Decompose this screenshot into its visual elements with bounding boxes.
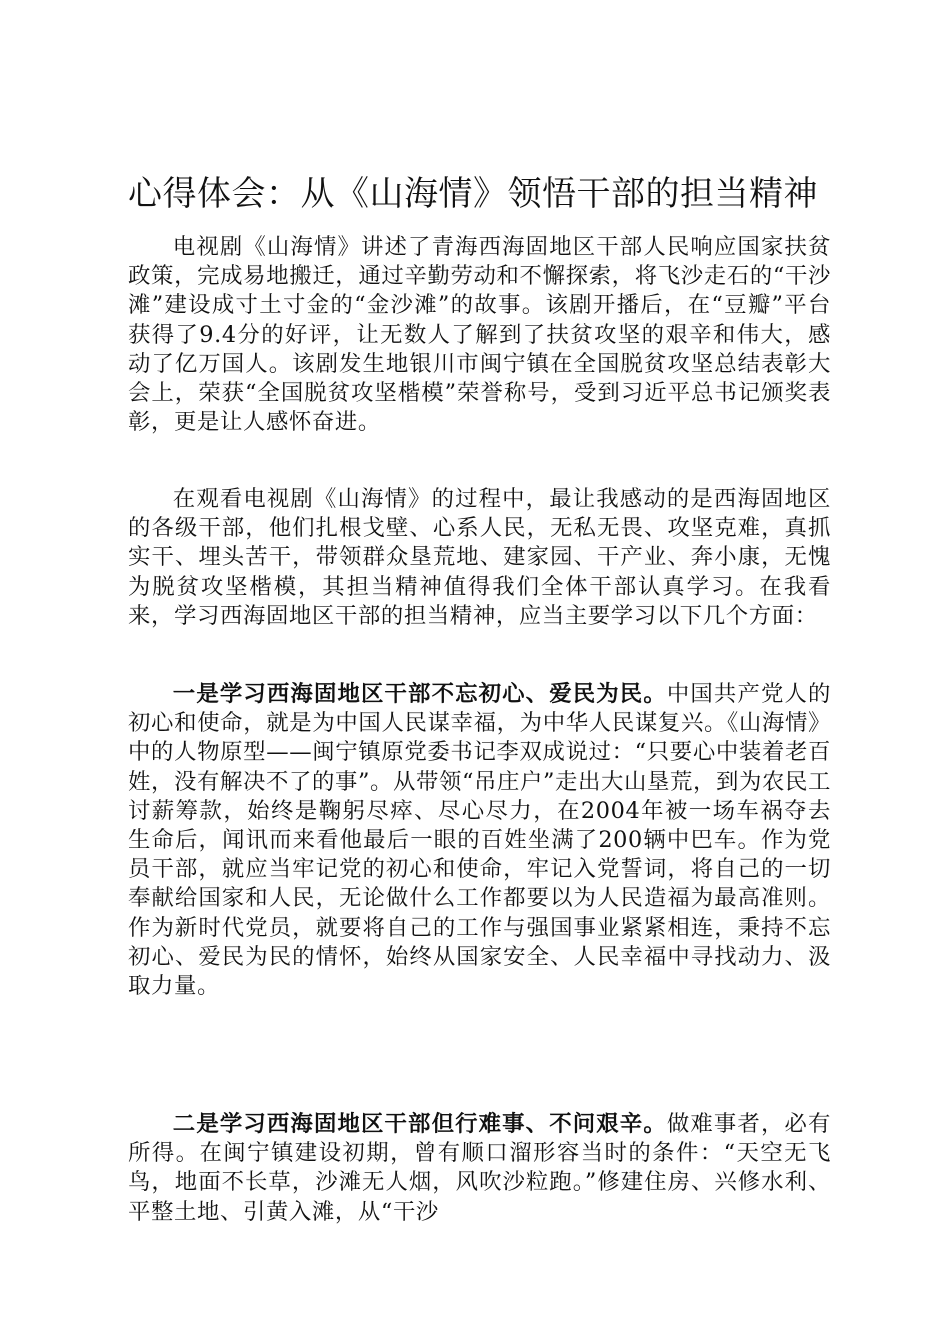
paragraph-text: 电视剧《山海情》讲述了青海西海固地区干部人民响应国家扶贫政策，完成易地搬迁，通过辛勤劳动和不懈探索，将飞沙走石的“干沙滩”建设成寸土寸金的“金沙滩”的故事。该剧开播后，在“豆瓣”平台获得了9.4分的好评，让无数人了解到了扶贫攻坚的艰辛和伟大，感动了亿万国人。该剧发生地银川市闽宁镇在全国脱贫攻坚总结表彰大会上，荣获“全国脱贫攻坚楷模”荣誉称号，受到习近平总书记颁奖表彰，更是让人感怀奋进。: [128, 234, 831, 436]
paragraph-point-two: [128, 1110, 831, 1227]
paragraph-lead-heading: 一是学习西海固地区干部不忘初心、爱民为民。: [172, 681, 667, 707]
paragraph-overview: [128, 485, 831, 631]
paragraph-text: 在观看电视剧《山海情》的过程中，最让我感动的是西海固地区的各级干部，他们扎根戈壁、心系人民，无私无畏、攻坚克难，真抓实干、埋头苦干，带领群众垦荒地、建家园、干产业、奔小康，无愧为脱贫攻坚楷模，其担当精神值得我们全体干部认真学习。在我看来，学习西海固地区干部的担当精神，应当主要学习以下几个方面：: [128, 486, 831, 629]
paragraph-intro: [128, 233, 831, 437]
paragraph-text: 做难事者，必有所得。在闽宁镇建设初期，曾有顺口溜形容当时的条件：“天空无飞鸟，地面不长草，沙滩无人烟，风吹沙粒跑。”修建住房、兴修水利、平整土地、引黄入滩，从“干沙: [128, 1111, 831, 1225]
paragraph-point-one: [128, 680, 831, 1001]
paragraph-lead-heading: 二是学习西海固地区干部但行难事、不问艰辛。: [172, 1111, 667, 1137]
paragraph-text: 中国共产党人的初心和使命，就是为中国人民谋幸福，为中华人民谋复兴。《山海情》中的人物原型——闽宁镇原党委书记李双成说过：“只要心中装着老百姓，没有解决不了的事”。从带领“吊庄户”走出大山垦荒，到为农民工讨薪筹款，始终是鞠躬尽瘁、尽心尽力，在2004年被一场车祸夺去生命后，闻讯而来看他最后一眼的百姓坐满了200辆中巴车。作为党员干部，就应当牢记党的初心和使命，牢记入党誓词，将自己的一切奉献给国家和人民，无论做什么工作都要以为人民造福为最高准则。作为新时代党员，就要将自己的工作与强国事业紧紧相连，秉持不忘初心、爱民为民的情怀，始终从国家安全、人民幸福中寻找动力、汲取力量。: [128, 681, 831, 1000]
document-title: 心得体会：从《山海情》领悟干部的担当精神: [128, 174, 818, 214]
